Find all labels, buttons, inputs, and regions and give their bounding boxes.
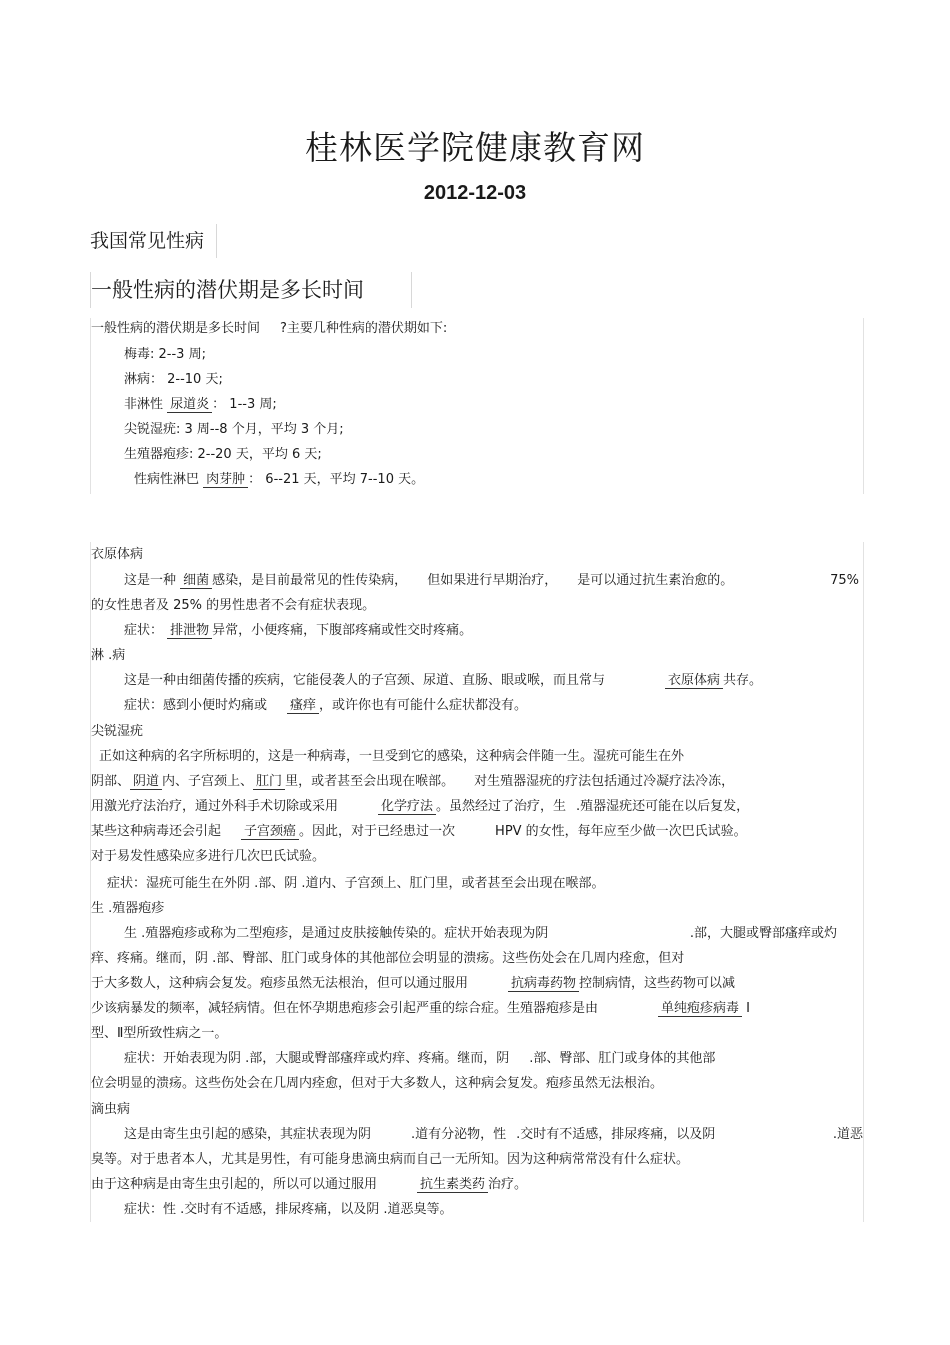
- trich-line-1: [124, 1126, 863, 1144]
- chemotherapy-link[interactable]: 化学疗法: [378, 799, 436, 815]
- condyloma-line-2: [91, 773, 734, 791]
- ngu-value: ： 1--3 周;: [212, 397, 277, 412]
- text: 于大多数人，这种病会复发。疱疹虽然无法根治，但可以通过服用: [91, 976, 469, 991]
- article-title: 一般性病的潜伏期是多长时间: [90, 272, 412, 308]
- chlamydia-line-1: [124, 572, 859, 590]
- text: .殖器湿疣还可能在以后复发，: [576, 799, 750, 814]
- text: 。因此，对于已经患过一次: [299, 824, 456, 839]
- trich-line-3: [91, 1176, 527, 1194]
- herpes-symptoms-1: [124, 1050, 715, 1068]
- text: 症状：开始表现为阴 .部，大腿或臀部瘙痒或灼痒、疼痛。继而，阴: [124, 1051, 510, 1066]
- herpes-line-2: 痒、疼痛。继而，阴 .部、臀部、肛门或身体的其他部位会明显的溃疡。这些伤处会在几周内痊愈，但对: [91, 951, 685, 966]
- ngu-line: [124, 396, 277, 414]
- text: 控制病情，这些药物可以减: [579, 976, 736, 991]
- intro-text-cont: ?主要几种性病的潜伏期如下:: [280, 321, 448, 336]
- condyloma-line-3: [91, 798, 749, 816]
- gonorrhea-heading: 淋 .病: [91, 648, 126, 663]
- herpes-line-1: [124, 925, 863, 943]
- category-heading: 我国常见性病: [90, 224, 217, 258]
- lgv-line: [134, 471, 424, 489]
- text: 这是一种: [124, 573, 177, 588]
- ngu-label: 非淋性: [124, 397, 164, 412]
- discharge-link[interactable]: 排泄物: [167, 623, 212, 639]
- text: 治疗。: [488, 1177, 528, 1192]
- text: Ⅰ: [746, 1001, 751, 1016]
- herpes-line-5: 型、Ⅱ型所致性病之一。: [91, 1026, 228, 1041]
- text: 症状：: [124, 623, 164, 638]
- cervical-cancer-link[interactable]: 子宫颈癌: [241, 824, 299, 840]
- lgv-value: ： 6--21 天，平均 7--10 天。: [248, 472, 425, 487]
- publish-date: 2012-12-03: [423, 182, 527, 204]
- text: 这是由寄生虫引起的感染，其症状表现为阴: [124, 1127, 372, 1142]
- condyloma-line: 尖锐湿疣: 3 周--8 个月，平均 3 个月;: [124, 422, 344, 437]
- lgv-label: 性病性淋巴: [134, 472, 200, 487]
- herpes-line-3: [91, 975, 735, 993]
- text: 阴部、: [91, 774, 131, 789]
- trich-line-2: 臭等。对于患者本人，尤其是男性，有可能身患滴虫病而自己一无所知。因为这种病常常没有什么症状。: [91, 1152, 690, 1167]
- text: 共存。: [723, 673, 763, 688]
- text: 里，或者甚至会出现在喉部。: [285, 774, 455, 789]
- text: 由于这种病是由寄生虫引起的，所以可以通过服用: [91, 1177, 378, 1192]
- text: 。虽然经过了治疗，生: [436, 799, 567, 814]
- text: .部、臀部、肛门或身体的其他部: [529, 1051, 716, 1066]
- condyloma-symptoms: 症状：湿疣可能生在外阴 .部、阴 .道内、子宫颈上、肛门里，或者甚至会出现在喉部。: [107, 876, 605, 891]
- text: 是可以通过抗生素治愈的。: [577, 573, 734, 588]
- condyloma-line-1: 正如这种病的名字所标明的，这是一种病毒，一旦受到它的感染，这种病会伴随一生。湿疣可能生在外: [99, 749, 685, 764]
- site-title: 桂林医学院健康教育网: [305, 128, 645, 167]
- herpes-symptoms-2: 位会明显的溃疡。这些伤处会在几周内痊愈，但对于大多数人，这种病会复发。疱疹虽然无法根治。: [91, 1076, 664, 1091]
- antiviral-link[interactable]: 抗病毒药物: [508, 976, 579, 992]
- text: .道有分泌物，性: [411, 1127, 507, 1142]
- text: ，或许你也有可能什么症状都没有。: [319, 698, 528, 713]
- intro-text: 一般性病的潜伏期是多长时间: [91, 321, 261, 336]
- antibiotic-link[interactable]: 抗生素类药: [417, 1177, 488, 1193]
- vagina-link[interactable]: 阴道: [130, 774, 162, 790]
- herpes-line-4: [91, 1000, 861, 1018]
- text: .部，大腿或臀部瘙痒或灼: [689, 926, 837, 941]
- itch-link[interactable]: 瘙痒: [287, 698, 319, 714]
- incubation-section: [90, 318, 864, 494]
- trich-symptoms: 症状：性 .交时有不适感，排尿疼痛，以及阴 .道恶臭等。: [124, 1202, 453, 1217]
- text: 内、子宫颈上、: [162, 774, 254, 789]
- condyloma-line-5: 对于易发性感染应多进行几次巴氏试验。: [91, 849, 326, 864]
- hsv-link[interactable]: 单纯疱疹病毒: [658, 1001, 742, 1017]
- text: HPV 的女性，每年应至少做一次巴氏试验。: [495, 824, 747, 839]
- incubation-intro: [91, 320, 447, 338]
- text: 这是一种由细菌传播的疾病，它能侵袭人的子宫颈、尿道、直肠、眼或喉，而且常与: [124, 673, 606, 688]
- chlamydia-symptoms: [124, 622, 472, 640]
- chlamydia-line-2: 的女性患者及 25% 的男性患者不会有症状表现。: [91, 598, 376, 613]
- text: 异常，小便疼痛，下腹部疼痛或性交时疼痛。: [212, 623, 473, 638]
- condyloma-heading: 尖锐湿疣: [91, 724, 144, 739]
- herpes-heading: 生 .殖器疱疹: [91, 901, 165, 916]
- granuloma-link[interactable]: 肉芽肿: [203, 472, 248, 488]
- diseases-section: [90, 542, 864, 1222]
- text: .道恶: [832, 1127, 863, 1142]
- text: 生 .殖器疱疹或称为二型疱疹，是通过皮肤接触传染的。症状开始表现为阴: [124, 926, 549, 941]
- text: 症状：感到小便时灼痛或: [124, 698, 268, 713]
- bacteria-link[interactable]: 细菌: [180, 573, 212, 589]
- gonorrhea-line: 淋病： 2--10 天;: [124, 372, 223, 387]
- herpes-line: 生殖器疱疹: 2--20 天，平均 6 天;: [124, 447, 322, 462]
- condyloma-line-4: [91, 823, 747, 841]
- text: 用激光疗法治疗，通过外科手术切除或采用: [91, 799, 339, 814]
- percent-text: 75%: [830, 573, 859, 588]
- chlamydia-heading: 衣原体病: [91, 547, 144, 562]
- text: 少该病暴发的频率，减轻病情。但在怀孕期患疱疹会引起严重的综合症。生殖器疱疹是由: [91, 1001, 599, 1016]
- trich-heading: 滴虫病: [91, 1102, 131, 1117]
- text: 某些这种病毒还会引起: [91, 824, 222, 839]
- urethritis-link[interactable]: 尿道炎: [167, 397, 212, 413]
- syphilis-line: 梅毒: 2--3 周;: [124, 347, 206, 362]
- gonorrhea-symptoms: [124, 697, 527, 715]
- text: 感染，是目前最常见的性传染病，: [212, 573, 408, 588]
- chlamydia-link[interactable]: 衣原体病: [665, 673, 723, 689]
- gonorrhea-line-1: [124, 672, 762, 690]
- anus-link[interactable]: 肛门: [253, 774, 285, 790]
- text: 但如果进行早期治疗，: [427, 573, 558, 588]
- text: 对生殖器湿疣的疗法包括通过冷凝疗法冷冻，: [474, 774, 735, 789]
- text: .交时有不适感，排尿疼痛，以及阴: [516, 1127, 716, 1142]
